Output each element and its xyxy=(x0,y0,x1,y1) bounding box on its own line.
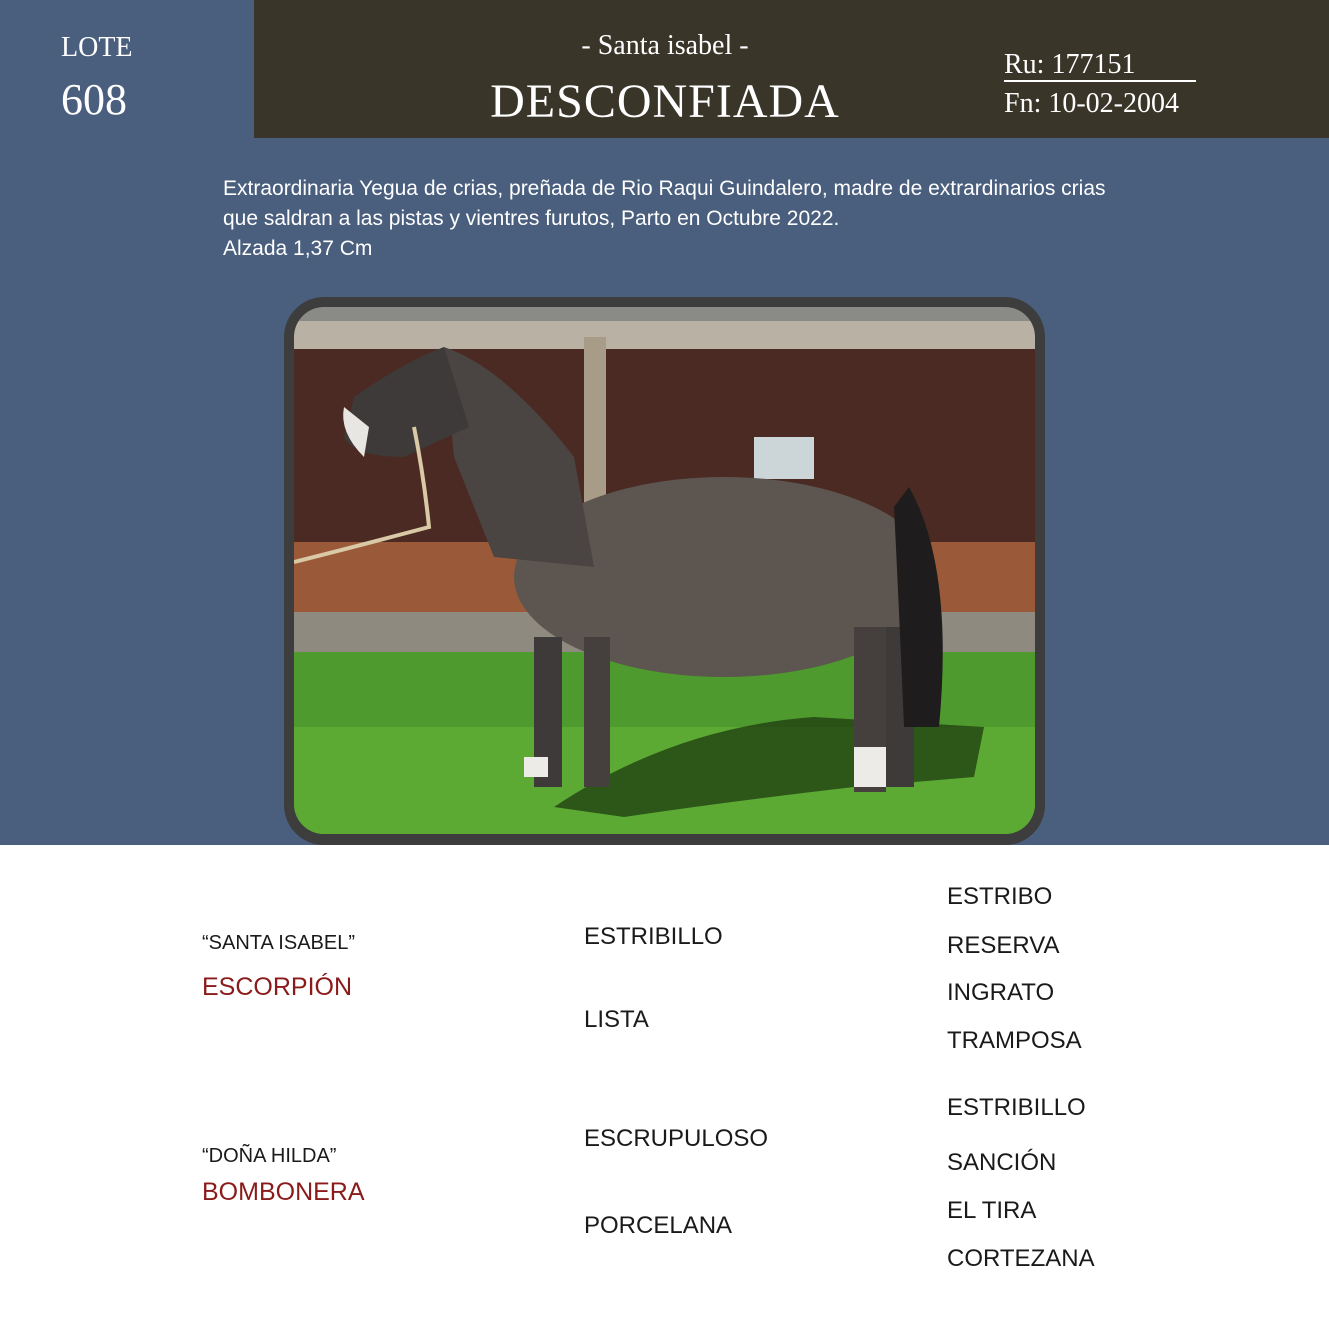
header-bar xyxy=(254,0,1329,138)
dam-sire-sire: ESTRIBILLO xyxy=(947,1094,1086,1121)
description-line: Extraordinaria Yegua de crias, preñada de Rio Raqui Guindalero, madre de extrardinarios crias xyxy=(223,177,1106,200)
dam-breeder: “DOÑA HILDA” xyxy=(202,1145,337,1167)
sire-sire-sire: ESTRIBO xyxy=(947,883,1053,910)
lote-box xyxy=(0,0,254,138)
dam-sire: ESCRUPULOSO xyxy=(584,1125,769,1152)
dam-dam-dam: CORTEZANA xyxy=(947,1245,1095,1272)
horse-name: DESCONFIADA xyxy=(490,75,840,128)
birth-date: Fn: 10-02-2004 xyxy=(1004,88,1179,119)
dam-dam: PORCELANA xyxy=(584,1212,733,1239)
lote-label: LOTE xyxy=(61,32,133,63)
description-line: que saldran a las pistas y vientres furutos, Parto en Octubre 2022. xyxy=(223,207,840,230)
dam-sire-dam: SANCIÓN xyxy=(947,1149,1057,1176)
registry-number: Ru: 177151 xyxy=(1004,50,1196,82)
sire-dam-dam: TRAMPOSA xyxy=(947,1027,1082,1054)
breeder-name: - Santa isabel - xyxy=(581,30,749,61)
description-line: Alzada 1,37 Cm xyxy=(223,237,373,260)
lote-number: 608 xyxy=(61,75,127,124)
sire-dam: LISTA xyxy=(584,1006,649,1033)
sire-name: ESCORPIÓN xyxy=(202,973,353,1001)
sire-sire: ESTRIBILLO xyxy=(584,923,723,950)
dam-name: BOMBONERA xyxy=(202,1178,365,1206)
sire-breeder: “SANTA ISABEL” xyxy=(202,932,356,954)
dam-dam-sire: EL TIRA xyxy=(947,1197,1037,1224)
sire-dam-sire: INGRATO xyxy=(947,979,1055,1006)
sire-sire-dam: RESERVA xyxy=(947,932,1060,959)
description xyxy=(223,174,1243,264)
horse-photo xyxy=(294,307,1035,834)
